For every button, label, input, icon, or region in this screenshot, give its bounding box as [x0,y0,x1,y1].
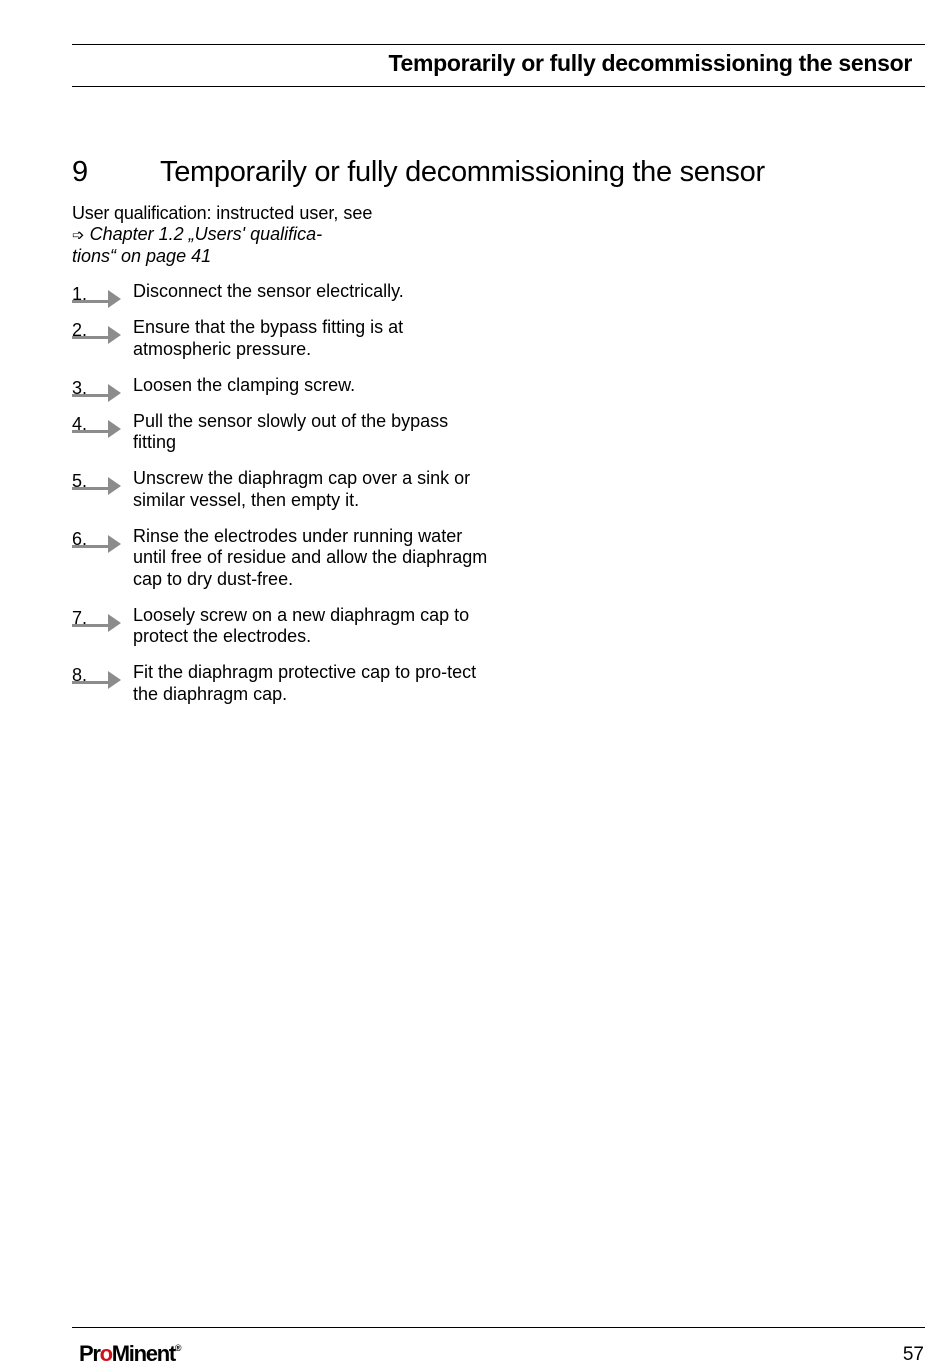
logo-accent-letter: o [99,1341,112,1366]
step-number: 5. [72,471,88,491]
step-4 [72,411,492,454]
page-number: 57 [902,1344,924,1365]
step-number: 4. [72,413,88,434]
step-8 [72,662,492,705]
user-qualification [72,203,432,267]
step-3 [72,375,492,397]
instruction-steps [72,281,492,720]
step-5 [72,468,492,511]
step-text: Ensure that the bypass fitting is at atmospheric pressure. [133,317,404,359]
reference-arrow-icon: ➩ [72,227,85,244]
logo-text-end: Minent [111,1341,175,1366]
footer-rule [72,1327,925,1328]
step-number: 8. [72,665,88,685]
step-text: Loosen the clamping screw. [133,374,356,395]
step-text: Unscrew the diaphragm cap over a sink or similar vessel, then empty it. [133,468,471,510]
reference-text-line1: Chapter 1.2 „Users' qualifica- [84,224,323,244]
step-number: 1. [72,284,88,304]
step-text: Disconnect the sensor electrically. [133,281,404,301]
chapter-title: Temporarily or fully decommissioning the sensor [160,156,765,188]
step-number: 6. [72,528,88,549]
step-text: Loosely screw on a new diaphragm cap to protect the electrodes. [133,604,470,646]
header-bottom-rule [72,86,925,87]
step-7 [72,605,492,648]
header-top-rule [72,44,925,45]
step-2 [72,317,492,360]
step-text: Fit the diaphragm protective cap to pro-tect the diaphragm cap. [133,662,477,704]
step-number: 2. [72,320,88,340]
step-text: Pull the sensor slowly out of the bypass fitting [133,410,449,452]
step-1 [72,281,492,303]
running-header-title: Temporarily or fully decommissioning the sensor [388,50,912,76]
chapter-number: 9 [72,156,88,188]
step-6 [72,526,492,591]
chapter-heading [72,156,765,189]
qualification-label: User qualification: [72,203,212,223]
step-number: 7. [72,607,88,628]
prominent-logo [79,1341,182,1367]
chapter-reference-link[interactable] [72,224,322,266]
logo-text-start: Pr [79,1341,100,1366]
step-number: 3. [72,377,88,398]
registered-mark: ® [174,1343,182,1353]
qualification-text: instructed user, see [211,203,373,223]
reference-text-line2: tions“ on page 41 [72,246,212,266]
step-text: Rinse the electrodes under running water until free of residue and allow the diaphragm cap to dry dust-free. [133,525,488,589]
